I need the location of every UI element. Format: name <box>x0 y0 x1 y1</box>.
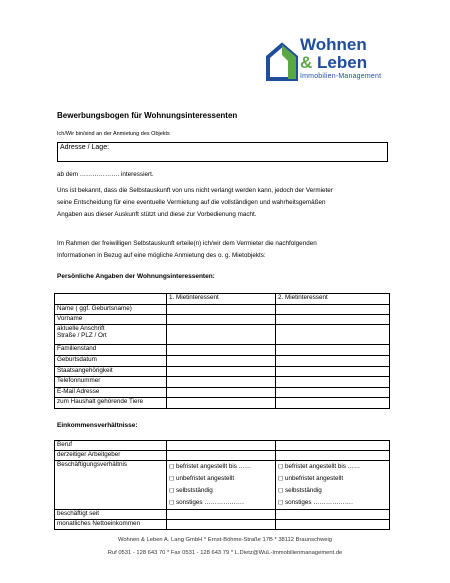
option-checkbox[interactable]: ◻ befristet angestellt bis …… <box>278 463 361 470</box>
logo-line-2 <box>300 54 381 72</box>
option-checkbox[interactable]: ◻ sonstiges ………………. <box>278 499 353 506</box>
input-cell[interactable] <box>167 356 276 367</box>
logo-ampersand: & <box>300 53 313 72</box>
company-logo <box>266 36 396 88</box>
option-checkbox[interactable]: ◻ befristet angestellt bis …… <box>169 463 252 470</box>
input-cell[interactable] <box>167 325 276 345</box>
input-cell[interactable] <box>167 510 276 520</box>
option-checkbox[interactable]: ◻ sonstiges ………………. <box>169 499 244 506</box>
address-field[interactable] <box>57 142 388 162</box>
personal-heading: Persönliche Angaben der Wohnungsinteressenten: <box>57 273 215 280</box>
table-row <box>55 520 390 530</box>
consent-paragraph <box>57 238 397 262</box>
row-label: beschäftigt seit <box>55 510 167 520</box>
input-cell[interactable] <box>276 510 390 520</box>
page-title: Bewerbungsbogen für Wohnungsinteressenten <box>57 111 238 120</box>
address-label: Adresse / Lage: <box>60 144 110 151</box>
table-row <box>55 451 390 461</box>
table-row <box>55 315 390 325</box>
col-header-1: 1. Mietinteressent <box>167 294 276 305</box>
row-label: zum Haushalt gehörende Tiere <box>55 398 167 409</box>
employment-options-2 <box>276 461 390 510</box>
row-label: Familienstand <box>55 345 167 356</box>
row-label: Vorname <box>55 315 167 325</box>
row-label: Name ( ggf. Geburtsname) <box>55 305 167 315</box>
row-label <box>55 325 167 345</box>
footer-address: Wohnen & Leben A. Lang GmbH * Ernst-Böhme-Straße 17B * 38112 Braunschweig <box>117 537 333 543</box>
option-checkbox[interactable]: ◻ unbefristet angestellt <box>169 475 235 482</box>
row-label-line: aktuelle Anschrift <box>57 325 105 332</box>
table-row <box>55 441 390 451</box>
income-table <box>54 440 390 530</box>
logo-line-2-word: Leben <box>317 53 368 72</box>
table-row <box>55 356 390 367</box>
input-cell[interactable] <box>276 377 390 388</box>
input-cell[interactable] <box>167 441 276 451</box>
personal-table <box>54 293 390 409</box>
table-row <box>55 377 390 388</box>
row-label: Beruf <box>55 441 167 451</box>
row-label: Telefonnummer <box>55 377 167 388</box>
input-cell[interactable] <box>167 367 276 377</box>
logo-tagline: Immobilien-Management <box>300 73 382 80</box>
table-row <box>55 367 390 377</box>
input-cell[interactable] <box>167 398 276 409</box>
option-checkbox[interactable]: ◻ selbstständig <box>169 487 213 494</box>
option-checkbox[interactable]: ◻ selbstständig <box>278 487 322 494</box>
row-label: derzeitiger Arbeitgeber <box>55 451 167 461</box>
row-label: Staatsangehörigkeit <box>55 367 167 377</box>
input-cell[interactable] <box>167 345 276 356</box>
house-icon <box>266 41 298 81</box>
input-cell[interactable] <box>276 388 390 398</box>
input-cell[interactable] <box>276 451 390 461</box>
input-cell[interactable] <box>276 315 390 325</box>
table-row <box>55 388 390 398</box>
input-cell[interactable] <box>276 441 390 451</box>
disclaimer-line: Uns ist bekannt, dass die Selbstauskunft von uns nicht verlangt werden kann, jedoch der Vermieter <box>57 187 333 194</box>
input-cell[interactable] <box>276 325 390 345</box>
input-cell[interactable] <box>276 305 390 315</box>
consent-line: Im Rahmen der freiwilligen Selbstauskunft erteile(n) ich/wir dem Vermieter die nachfolgenden <box>57 240 317 247</box>
row-label: monatliches Nettoeinkommen <box>55 520 167 530</box>
disclaimer-line: seine Entscheidung für eine eventuelle Vermietung auf die vollständigen und wahrheitsgemäßen <box>57 199 326 206</box>
input-cell[interactable] <box>167 305 276 315</box>
table-header-row <box>55 294 390 305</box>
table-row <box>55 461 390 510</box>
row-label: Beschäftigungsverhältnis <box>55 461 167 510</box>
row-label: Geburtsdatum <box>55 356 167 367</box>
input-cell[interactable] <box>276 356 390 367</box>
table-row <box>55 325 390 345</box>
disclaimer-paragraph <box>57 185 397 221</box>
input-cell[interactable] <box>167 451 276 461</box>
input-cell[interactable] <box>167 315 276 325</box>
row-label: E-Mail Adresse <box>55 388 167 398</box>
table-row <box>55 398 390 409</box>
input-cell[interactable] <box>167 520 276 530</box>
income-heading: Einkommensverhältnisse: <box>57 422 138 429</box>
logo-line-1: Wohnen <box>300 35 367 54</box>
consent-line: Informationen in Bezug auf eine mögliche Anmietung des o. g. Mietobjekts: <box>57 252 266 259</box>
input-cell[interactable] <box>276 398 390 409</box>
table-row <box>55 345 390 356</box>
date-line: ab dem ………………. interessiert. <box>57 171 154 178</box>
input-cell[interactable] <box>167 377 276 388</box>
input-cell[interactable] <box>276 367 390 377</box>
table-row <box>55 305 390 315</box>
col-header-2: 2. Mietinteressent <box>276 294 390 305</box>
footer-contact: Ruf 0531 - 128 643 70 * Fax 0531 - 128 643 79 * L.Dietz@WuL-Immobilienmanagement.de <box>107 550 343 556</box>
input-cell[interactable] <box>276 345 390 356</box>
option-checkbox[interactable]: ◻ unbefristet angestellt <box>278 475 344 482</box>
input-cell[interactable] <box>276 520 390 530</box>
table-cell <box>55 294 167 305</box>
table-row <box>55 510 390 520</box>
disclaimer-line: Angaben aus dieser Auskunft stützt und diese zur Vorbedienung macht. <box>57 211 257 218</box>
employment-options-1 <box>167 461 276 510</box>
row-label-line: Straße / PLZ / Ort <box>57 332 107 339</box>
subtitle: Ich/Wir bin/sind an der Anmietung des Objekts <box>57 131 170 137</box>
input-cell[interactable] <box>167 388 276 398</box>
